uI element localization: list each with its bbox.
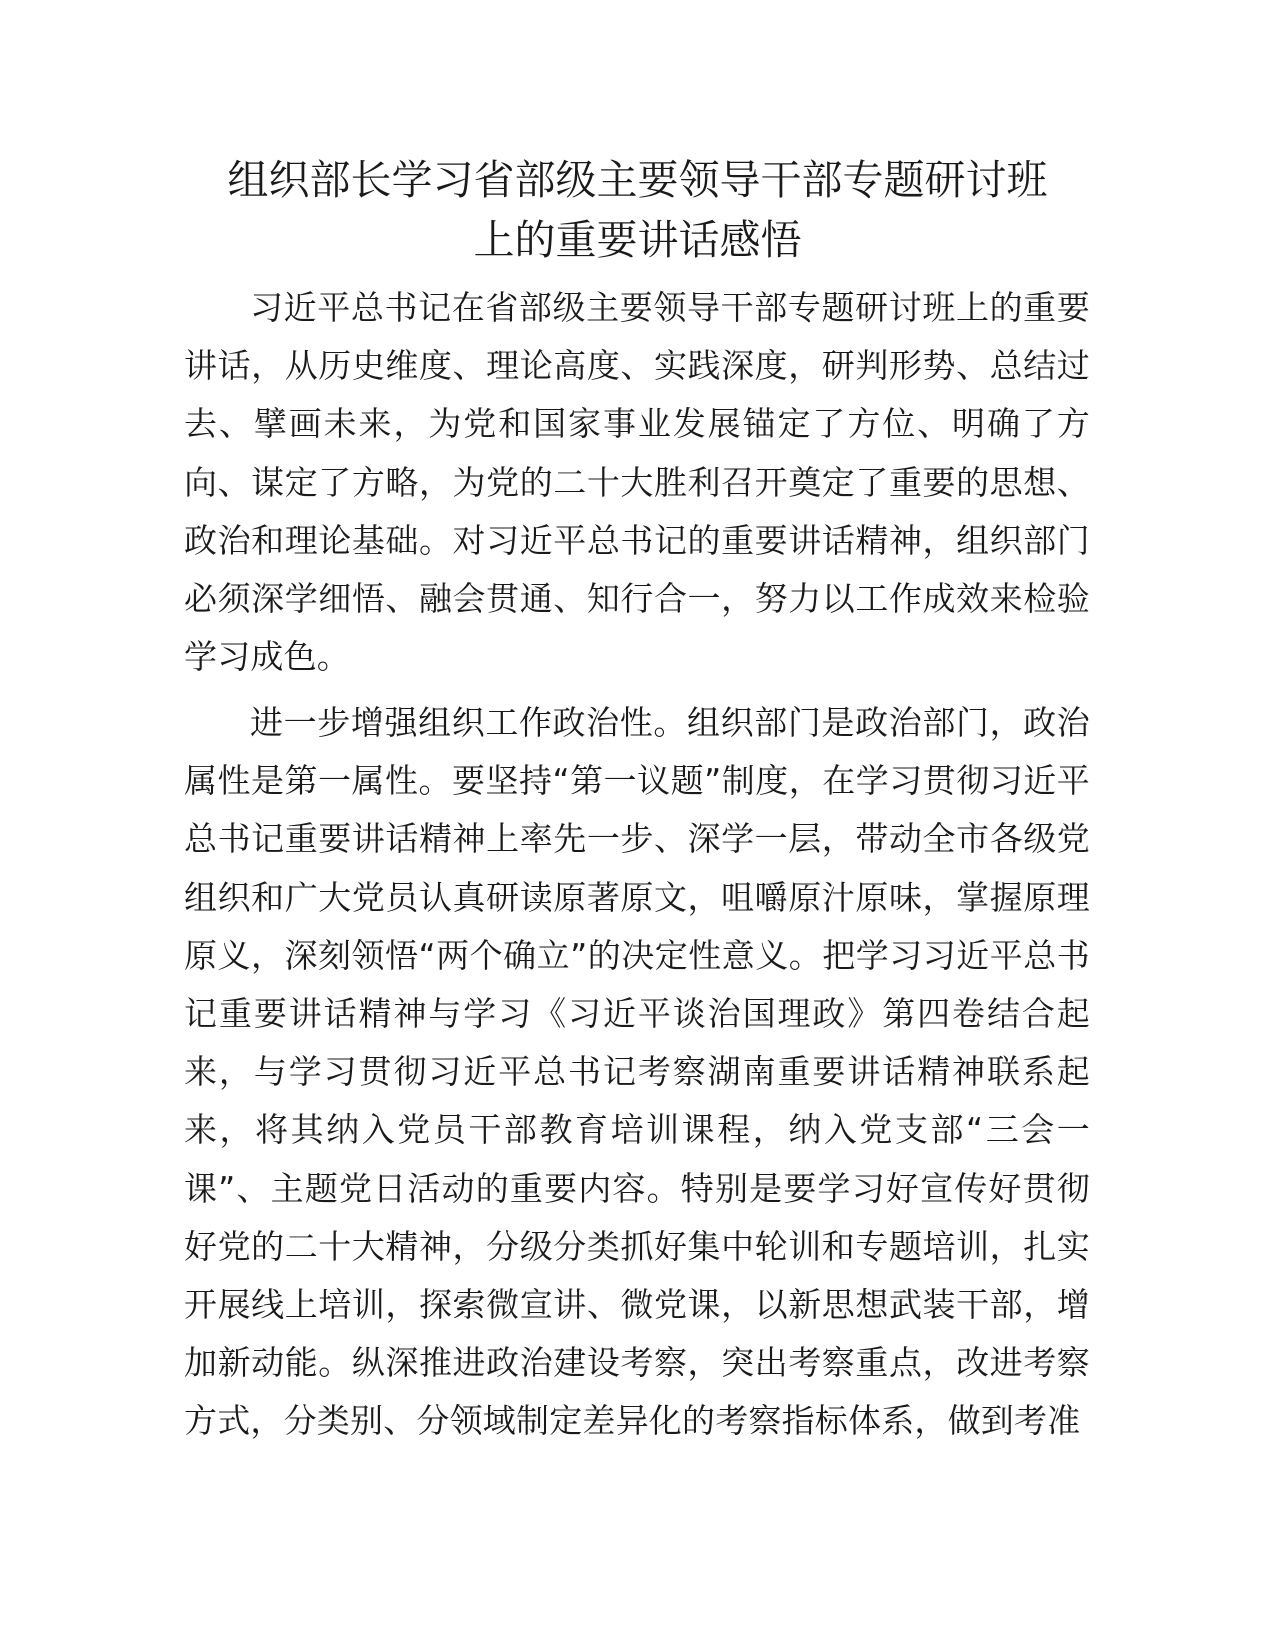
document-title [180,150,1095,270]
title-line-2: 上的重要讲话感悟 [473,216,802,264]
title-line-1: 组织部长学习省部级主要领导干部专题研讨班 [227,156,1048,204]
paragraph-1: 习近平总书记在省部级主要领导干部专题研讨班上的重要讲话，从历史维度、理论高度、实践深度，研判形势、总结过去、擘画未来，为党和国家事业发展锚定了方位、明确了方向、谋定了方略，为党的二十大胜利召开奠定了重要的思想、政治和理论基础。对习近平总书记的重要讲话精神，组织部门必须深学细悟、融会贯通、知行合一，努力以工作成效来检验学习成色。 [184,288,1090,677]
paragraph-2: 进一步增强组织工作政治性。组织部门是政治部门，政治属性是第一属性。要坚持“第一议题”制度，在学习贯彻习近平总书记重要讲话精神上率先一步、深学一层，带动全市各级党组织和广大党员认真研读原著原文，咀嚼原汁原味，掌握原理原义，深刻领悟“两个确立”的决定性意义。把学习习近平总书记重要讲话精神与学习《习近平谈治国理政》第四卷结合起来，与学习贯彻习近平总书记考察湖南重要讲话精神联系起来，将其纳入党员干部教育培训课程，纳入党支部“三会一课”、主题党日活动的重要内容。特别是要学习好宣传好贯彻好党的二十大精神，分级分类抓好集中轮训和专题培训，扎实开展线上培训，探索微宣讲、微党课，以新思想武装干部，增加新动能。纵深推进政治建设考察，突出考察重点，改进考察方式，分类别、分领域制定差异化的考察指标体系，做到考准 [184,703,1090,1441]
